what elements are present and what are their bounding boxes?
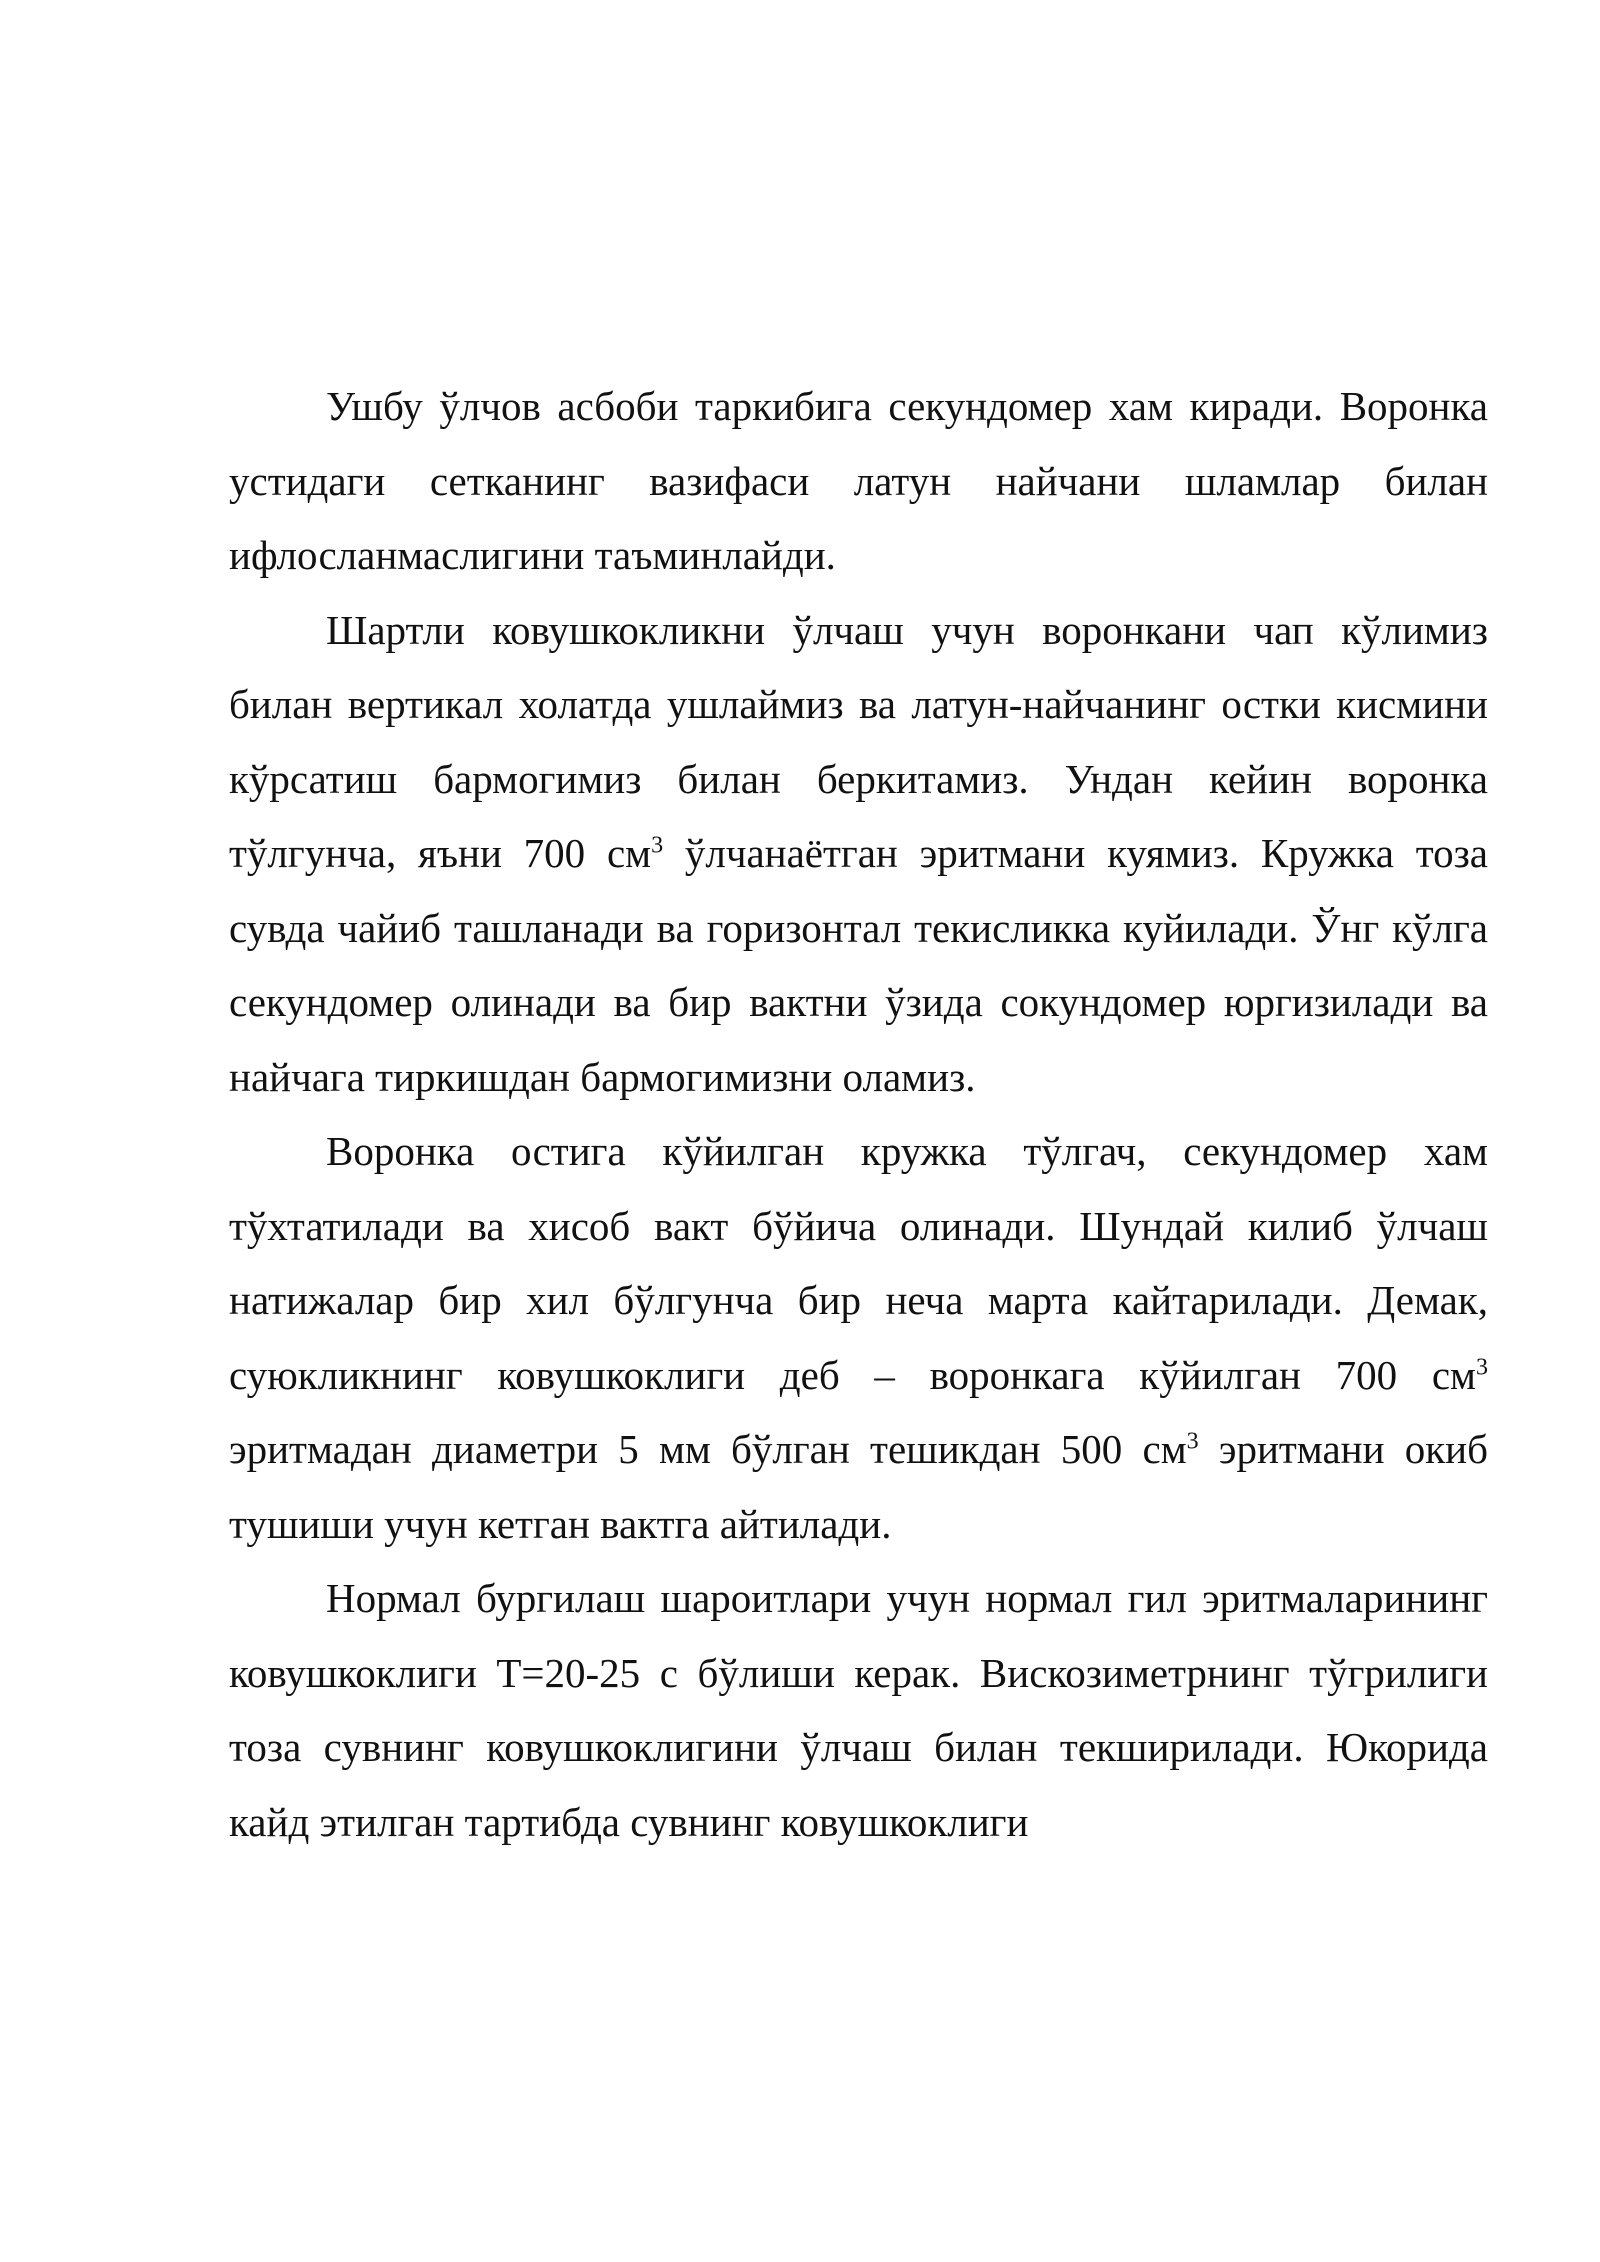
paragraph-text: Ушбу ўлчов асбоби таркибига секундомер хам киради. Воронка устидаги сетканинг вазифаси латун найчани шламлар билан ифлосланмаслигини таъминлайди. — [229, 383, 1488, 578]
document-body — [229, 369, 1488, 1859]
superscript-exponent: 3 — [1476, 1353, 1488, 1380]
superscript-exponent: 3 — [1186, 1428, 1199, 1455]
paragraph-text: Шартли ковушкокликни ўлчаш учун воронкани чап кўлимиз билан вертикал холатда ушлаймиз ва латун-найчанинг остки кисмини кўрсатиш бармогимиз билан беркитамиз. Ундан кейин воронка тўлгунча, яъни 700 см — [229, 606, 1488, 876]
paragraph-text: Нормал бургилаш шароитлари учун нормал гил эритмаларининг ковушкоклиги Т=20-25 с бўлиши керак. Вискозиметрнинг тўгрилиги тоза сувнинг ковушкоклигини ўлчаш билан текширилади. Юкорида кайд этилган тартибда сувнинг ковушкоклиги — [229, 1575, 1488, 1845]
paragraph-measurement-procedure — [229, 593, 1488, 1115]
paragraph-normal-conditions — [229, 1561, 1488, 1859]
paragraph-instrument-description — [229, 369, 1488, 593]
paragraph-text: ўлчанаётган эритмани куямиз. Кружка тоза сувда чайиб ташланади ва горизонтал текисликка куйилади. Ўнг кўлга секундомер олинади ва бир вактни ўзида сокундомер юргизилади ва найчага тиркишдан бармогимизни оламиз. — [229, 830, 1488, 1100]
paragraph-text: эритмани окиб тушиши учун кетган вактга айтилади. — [229, 1426, 1488, 1547]
superscript-exponent: 3 — [651, 832, 664, 859]
paragraph-viscosity-definition — [229, 1114, 1488, 1561]
paragraph-text: Воронка остига кўйилган кружка тўлгач, секундомер хам тўхтатилади ва хисоб вакт бўйича олинади. Шундай килиб ўлчаш натижалар бир хил бўлгунча бир неча марта кайтарилади. Демак, суюкликнинг ковушкоклиги деб – воронкага кўйилган 700 см — [229, 1128, 1488, 1398]
paragraph-text: эритмадан диаметри 5 мм бўлган тешикдан 500 см — [229, 1426, 1187, 1472]
